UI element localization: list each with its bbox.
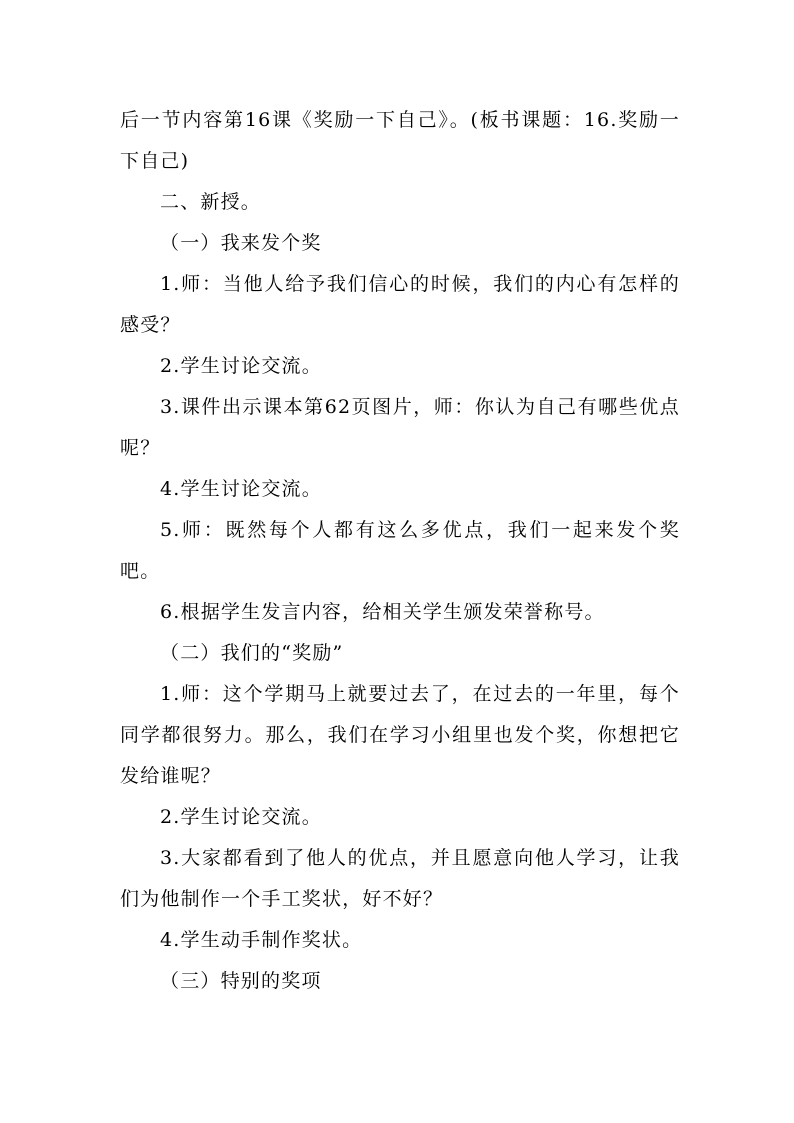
document-body [120,100,680,1002]
list-item: 4.学生讨论交流。 [160,478,322,500]
subsection-heading-award: （一）我来发个奖 [160,232,322,254]
list-item: 5.师：既然每个人都有这么多优点，我们一起来发个奖吧。 [120,519,680,582]
list-item: 2.学生讨论交流。 [160,355,322,377]
list-item: 4.学生动手制作奖状。 [160,929,363,951]
list-item: 2.学生讨论交流。 [160,806,322,828]
list-item: 1.师：当他人给予我们信心的时候，我们的内心有怎样的感受？ [120,273,680,336]
subsection-heading-special-award: （三）特别的奖项 [160,970,322,992]
section-heading-new-lesson: 二、新授。 [160,191,262,213]
subsection-heading-our-reward: （二）我们的“奖励” [160,642,344,664]
paragraph-continuation: 后一节内容第16课《奖励一下自己》。(板书课题：16.奖励一下自己) [120,109,680,172]
list-item: 3.课件出示课本第62页图片，师：你认为自己有哪些优点呢？ [120,396,680,459]
list-item: 6.根据学生发言内容，给相关学生颁发荣誉称号。 [160,601,605,623]
list-item: 1.师：这个学期马上就要过去了，在过去的一年里，每个同学都很努力。那么，我们在学习小组里也发个奖，你想把它发给谁呢？ [120,683,680,787]
list-item: 3.大家都看到了他人的优点，并且愿意向他人学习，让我们为他制作一个手工奖状，好不好？ [120,847,680,910]
